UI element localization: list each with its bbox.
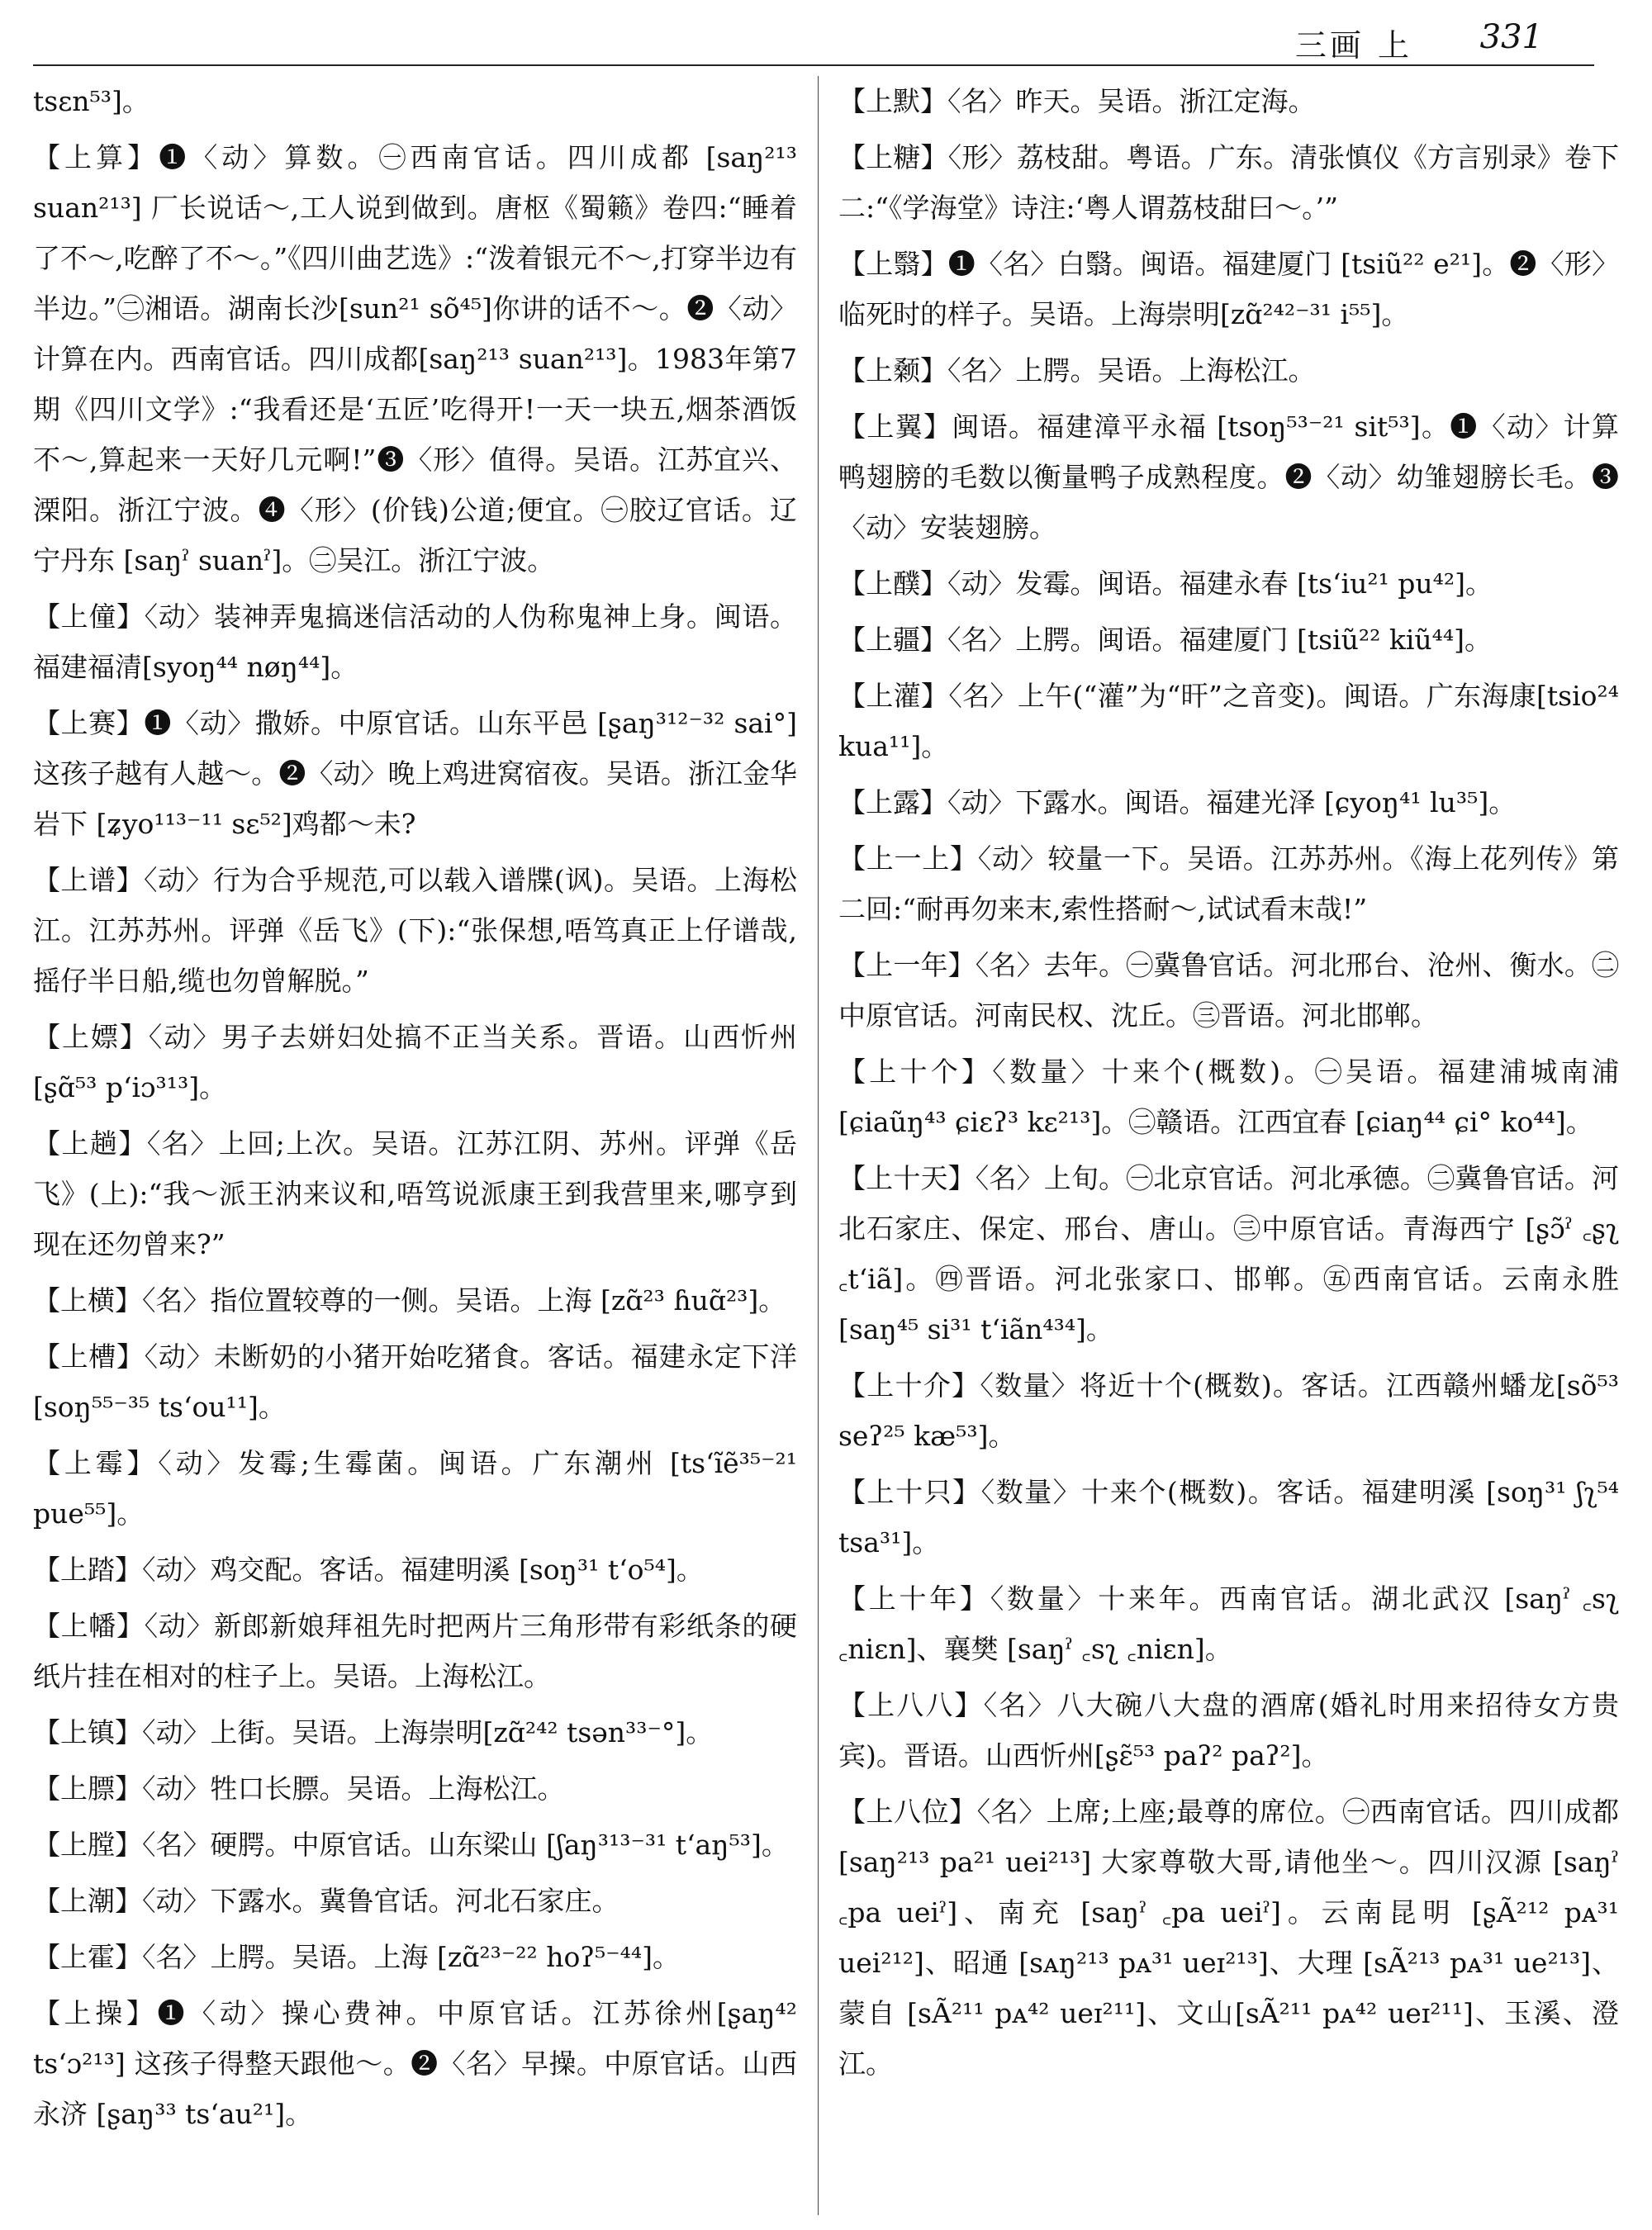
dictionary-entry: 【上八位】〈名〉上席;上座;最尊的席位。㊀西南官话。四川成都 [saŋ²¹³ pa²¹ uei²¹³] 大家尊敬大哥,请他坐～。四川汉源 [saŋˀ ꜀pa ueiˀ]、南充 [saŋˀ ꜀pa ueiˀ]。云南昆明 [ʂÃ²¹² pᴀ³¹ uei²¹²]、昭通 [sᴀŋ²¹³ pᴀ³¹ ueɪ²¹³]、大理 [sÃ²¹³ pᴀ³¹ ue²¹³]、蒙自 [sÃ²¹¹ pᴀ⁴² ueɪ²¹¹]、文山[sÃ²¹¹ pᴀ⁴² ueɪ²¹¹]、玉溪、澄江。 — [838, 1796, 1619, 2080]
dictionary-entry: 【上翼】闽语。福建漳平永福 [tsoŋ⁵³⁻²¹ sit⁵³]。❶〈动〉计算鸭翅膀的毛数以衡量鸭子成熟程度。❷〈动〉幼雏翅膀长毛。❸〈动〉安装翅膀。 — [838, 410, 1619, 543]
dictionary-entry: 【上十年】〈数量〉十来年。西南官话。湖北武汉 [saŋˀ ꜀sʅ ꜀niɛn]、襄樊 [saŋˀ ꜀sʅ ꜀niɛn]。 — [838, 1582, 1619, 1665]
dictionary-entry: 【上霍】〈名〉上腭。吴语。上海 [zɑ̃²³⁻²² hoʔ⁵⁻⁴⁴]。 — [33, 1941, 680, 1973]
dictionary-entry: 【上默】〈名〉昨天。吴语。浙江定海。 — [838, 85, 1316, 117]
left-column — [33, 76, 797, 2215]
dictionary-entry: 【上霉】〈动〉发霉;生霉菌。闽语。广东潮州 [tsʻĩẽ³⁵⁻²¹ pue⁵⁵]。 — [33, 1447, 797, 1530]
dictionary-entry: 【上膘】〈动〉牲口长膘。吴语。上海松江。 — [33, 1772, 565, 1805]
column-divider — [818, 76, 819, 2215]
dictionary-entry: 【上操】❶〈动〉操心费神。中原官话。江苏徐州[ʂaŋ⁴² tsʻɔ²¹³] 这孩子得整天跟他～。❷〈名〉早操。中原官话。山西永济 [ʂaŋ³³ tsʻau²¹]。 — [33, 1997, 797, 2130]
page-header — [33, 15, 1619, 66]
dictionary-entry: 【上疆】〈名〉上腭。闽语。福建厦门 [tsiũ²² kiũ⁴⁴]。 — [838, 624, 1492, 656]
dictionary-entry: 【上灌】〈名〉上午(“灌”为“旰”之音变)。闽语。广东海康[tsio²⁴ kua¹¹]。 — [838, 680, 1619, 762]
dictionary-entry: 【上僮】〈动〉装神弄鬼搞迷信活动的人伪称鬼神上身。闽语。福建福清[syoŋ⁴⁴ nøŋ⁴⁴]。 — [33, 600, 797, 683]
dictionary-entry: 【上露】〈动〉下露水。闽语。福建光泽 [ɕyoŋ⁴¹ lu³⁵]。 — [838, 786, 1517, 818]
right-column — [838, 76, 1619, 2215]
header-rule — [33, 64, 1594, 66]
page-number: 331 — [1479, 18, 1543, 56]
dictionary-entry: 【上八八】〈名〉八大碗八大盘的酒席(婚礼时用来招待女方贵宾)。晋语。山西忻州[ʂɛ̃⁵³ paʔ² paʔ²]。 — [838, 1689, 1619, 1772]
dictionary-entry: 【上槽】〈动〉未断奶的小猪开始吃猪食。客话。福建永定下洋 [soŋ⁵⁵⁻³⁵ tsʻou¹¹]。 — [33, 1340, 797, 1423]
dictionary-entry: 【上镇】〈动〉上街。吴语。上海崇明[zɑ̃²⁴² tsən³³⁻°]。 — [33, 1716, 714, 1748]
dictionary-entry: 【上赛】❶〈动〉撒娇。中原官话。山东平邑 [ʂaŋ³¹²⁻³² sai°]这孩子越有人越～。❷〈动〉晚上鸡进窝宿夜。吴语。浙江金华岩下 [ʑyo¹¹³⁻¹¹ sɛ⁵²]鸡都～未? — [33, 707, 797, 840]
dictionary-entry: 【上一年】〈名〉去年。㊀冀鲁官话。河北邢台、沧州、衡水。㊁中原官话。河南民权、沈丘。㊂晋语。河北邯郸。 — [838, 949, 1619, 1032]
dictionary-entry: 【上谱】〈动〉行为合乎规范,可以载入谱牒(讽)。吴语。上海松江。江苏苏州。评弹《岳飞》(下):“张保想,唔笃真正上仔谱哉,摇仔半日船,缆也勿曾解脱。” — [33, 864, 797, 997]
dictionary-entry: 【上潮】〈动〉下露水。冀鲁官话。河北石家庄。 — [33, 1885, 620, 1917]
dictionary-entry: 【上膛】〈名〉硬腭。中原官话。山东梁山 [ʃaŋ³¹³⁻³¹ tʻaŋ⁵³]。 — [33, 1829, 789, 1861]
dictionary-entry: 【上一上】〈动〉较量一下。吴语。江苏苏州。《海上花列传》第二回:“耐再勿来末,索性搭耐～,试试看末哉!” — [838, 842, 1619, 925]
dictionary-entry: 【上糖】〈形〉荔枝甜。粤语。广东。清张慎仪《方言别录》卷下二:“《学海堂》诗注:‘粤人谓荔枝甜曰～。’” — [838, 141, 1619, 224]
dictionary-entry: 【上醭】〈动〉发霉。闽语。福建永春 [tsʻiu²¹ pu⁴²]。 — [838, 567, 1493, 600]
dictionary-entry: 【上翳】❶〈名〉白翳。闽语。福建厦门 [tsiũ²² e²¹]。❷〈形〉临死时的样子。吴语。上海崇明[zɑ̃²⁴²⁻³¹ i⁵⁵]。 — [838, 248, 1619, 330]
running-head: 三画 上 — [1294, 27, 1412, 64]
dictionary-entry: 【上幡】〈动〉新郎新娘拜祖先时把两片三角形带有彩纸条的硬纸片挂在相对的柱子上。吴语。上海松江。 — [33, 1610, 797, 1692]
dictionary-entry: tsɛn⁵³]。 — [33, 85, 150, 117]
dictionary-entry: 【上算】❶〈动〉算数。㊀西南官话。四川成都 [saŋ²¹³ suan²¹³] 厂长说话～,工人说到做到。唐枢《蜀籁》卷四:“睡着了不～,吃醉了不～。”《四川曲艺选》:“泼着银元不～,打穿半边有半边。”㊁湘语。湖南长沙[sun²¹ sõ⁴⁵]你讲的话不～。❷〈动〉计算在内。西南官话。四川成都[saŋ²¹³ suan²¹³]。1983年第7期《四川文学》:“我看还是‘五匠’吃得开!一天一块五,烟茶酒饭不～,算起来一天好几元啊!”❸〈形〉值得。吴语。江苏宜兴、溧阳。浙江宁波。❹〈形〉(价钱)公道;便宜。㊀胶辽官话。辽宁丹东 [saŋˀ suanˀ]。㊁吴江。浙江宁波。 — [33, 141, 797, 576]
dictionary-entry: 【上踏】〈动〉鸡交配。客话。福建明溪 [soŋ³¹ tʻo⁵⁴]。 — [33, 1554, 704, 1586]
dictionary-entry: 【上十介】〈数量〉将近十个(概数)。客话。江西赣州蟠龙[sõ⁵³ seʔ²⁵ kæ⁵³]。 — [838, 1369, 1619, 1452]
dictionary-entry: 【上嫖】〈动〉男子去姘妇处搞不正当关系。晋语。山西忻州 [ʂɑ̃⁵³ pʻiɔ³¹³]。 — [33, 1021, 797, 1103]
dictionary-entry: 【上趟】〈名〉上回;上次。吴语。江苏江阴、苏州。评弹《岳飞》(上):“我～派王汭来议和,唔笃说派康王到我营里来,哪亨到现在还勿曾来?” — [33, 1127, 797, 1260]
dictionary-entry: 【上十天】〈名〉上旬。㊀北京官话。河北承德。㊁冀鲁官话。河北石家庄、保定、邢台、唐山。㊂中原官话。青海西宁 [ʂɔ̃ˀ ꜀ʂʅ ꜀tʻiã]。㊃晋语。河北张家口、邯郸。㊄西南官话。云南永胜 [saŋ⁴⁵ si³¹ tʻiãn⁴³⁴]。 — [838, 1162, 1619, 1345]
dictionary-entry: 【上十个】〈数量〉十来个(概数)。㊀吴语。福建浦城南浦[ɕiaũŋ⁴³ ɕiɛʔ³ kɛ²¹³]。㊁赣语。江西宜春 [ɕiaŋ⁴⁴ ɕi° ko⁴⁴]。 — [838, 1056, 1619, 1138]
dictionary-entry: 【上十只】〈数量〉十来个(概数)。客话。福建明溪 [soŋ³¹ ʃʅ⁵⁴ tsa³¹]。 — [838, 1476, 1619, 1559]
dictionary-entry: 【上颡】〈名〉上腭。吴语。上海松江。 — [838, 354, 1316, 387]
dictionary-entry: 【上横】〈名〉指位置较尊的一侧。吴语。上海 [zɑ̃²³ ɦuɑ̃²³]。 — [33, 1284, 786, 1317]
